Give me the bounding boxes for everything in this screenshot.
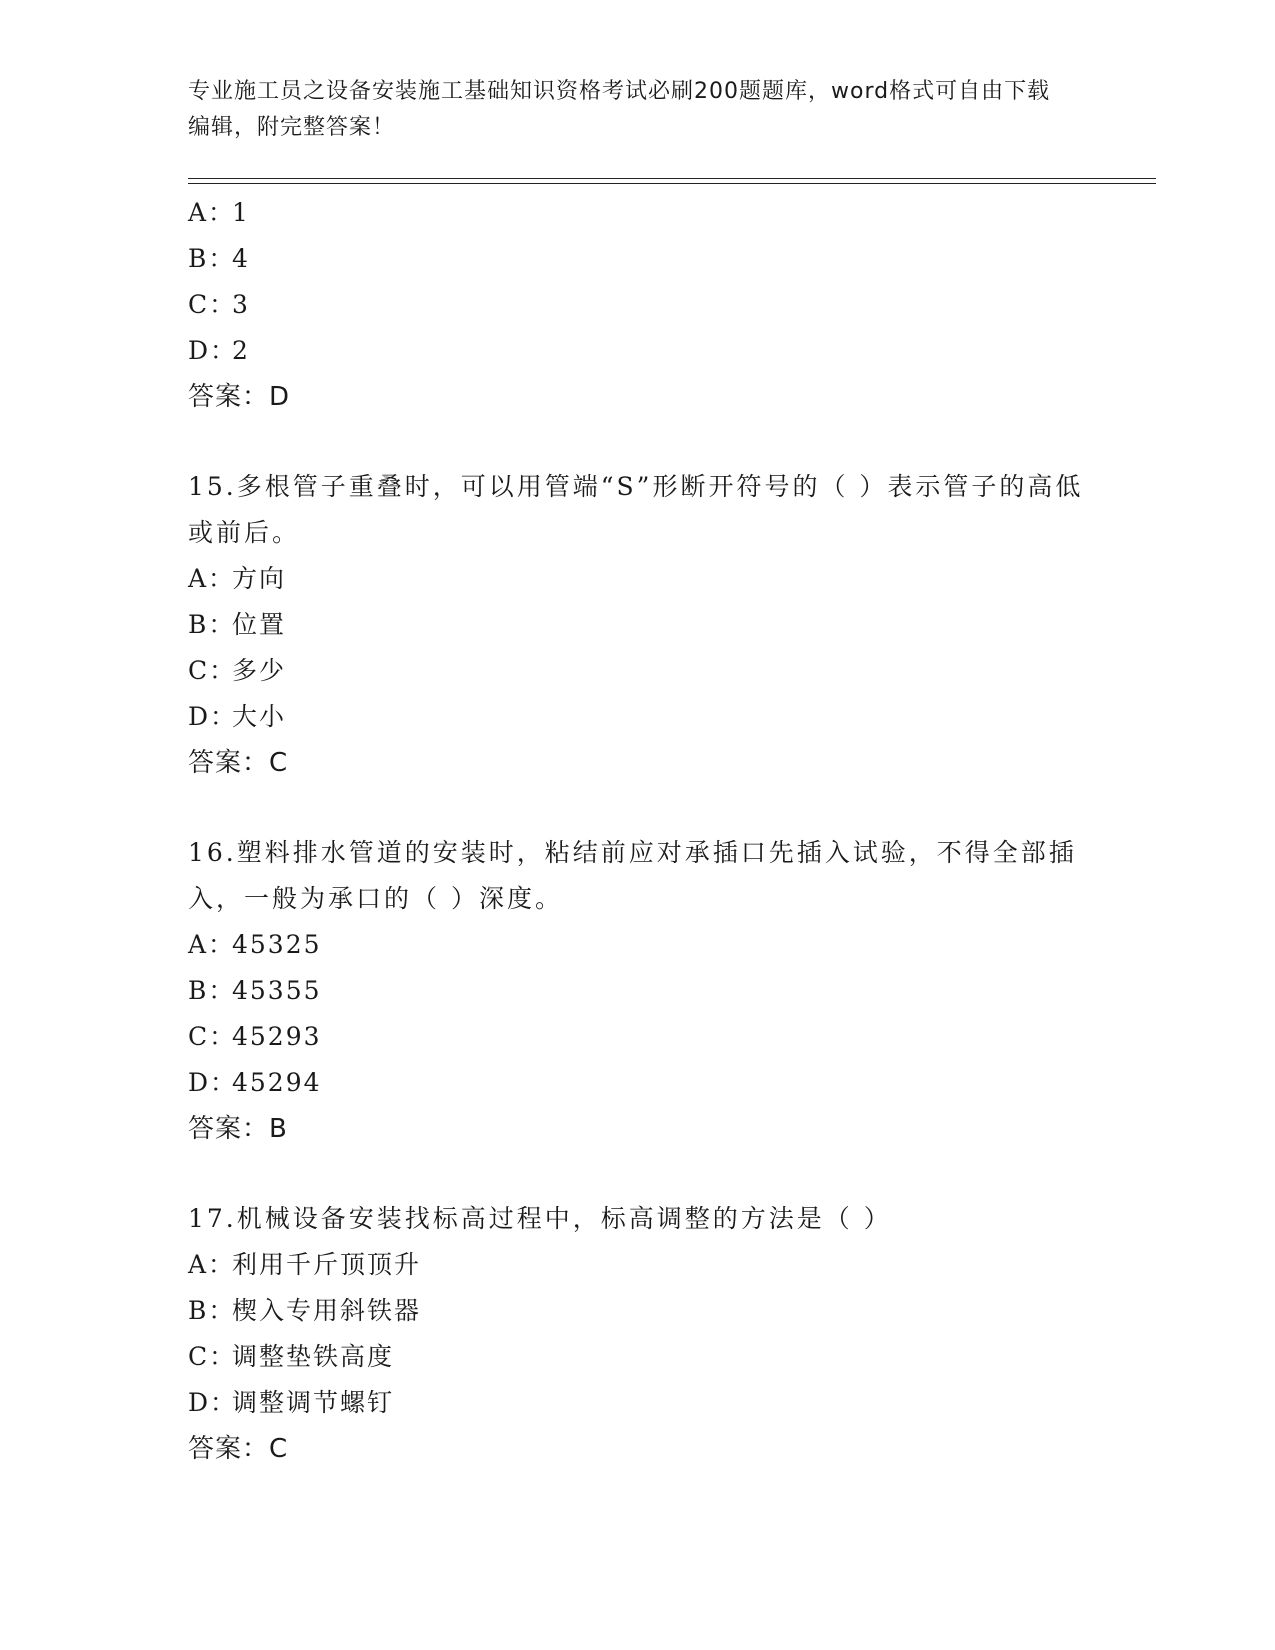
option-c xyxy=(188,1334,1088,1380)
option-b xyxy=(188,968,1088,1014)
question-text: 17.机械设备安装找标高过程中，标高调整的方法是（ ） xyxy=(188,1204,892,1233)
option-key: B： xyxy=(188,244,236,273)
option-text: 3 xyxy=(232,290,250,319)
option-key: B： xyxy=(188,976,236,1005)
option-a xyxy=(188,1242,1088,1288)
question-block-15 xyxy=(188,464,1088,786)
option-text: 2 xyxy=(232,336,250,365)
option-text: 45325 xyxy=(232,930,322,959)
option-key: C： xyxy=(188,656,237,685)
answer-line: 答案：D xyxy=(188,382,291,412)
header-divider-bottom xyxy=(188,183,1156,184)
question-block-16 xyxy=(188,830,1088,1152)
option-text: 多少 xyxy=(232,656,287,685)
option-d xyxy=(188,1060,1088,1106)
answer-line: 答案：C xyxy=(188,748,289,778)
option-key: C： xyxy=(188,1342,237,1371)
option-text: 4 xyxy=(232,244,250,273)
question-block-14 xyxy=(188,190,1088,420)
option-key: B： xyxy=(188,1296,236,1325)
option-key: D： xyxy=(188,336,238,365)
option-a xyxy=(188,556,1088,602)
option-c xyxy=(188,1014,1088,1060)
document-header: 专业施工员之设备安装施工基础知识资格考试必刷200题题库，word格式可自由下载编辑，附完整答案！ xyxy=(188,79,1051,140)
option-text: 利用千斤顶顶升 xyxy=(232,1250,422,1279)
option-key: D： xyxy=(188,702,238,731)
option-d xyxy=(188,328,1088,374)
option-text: 位置 xyxy=(232,610,287,639)
option-text: 方向 xyxy=(232,564,287,593)
option-key: A： xyxy=(188,564,236,593)
option-d xyxy=(188,1380,1088,1426)
option-key: D： xyxy=(188,1388,238,1417)
option-key: A： xyxy=(188,198,236,227)
option-key: C： xyxy=(188,1022,237,1051)
option-key: B： xyxy=(188,610,236,639)
question-text: 15.多根管子重叠时，可以用管端“S”形断开符号的（ ）表示管子的高低或前后。 xyxy=(188,472,1084,547)
answer-line: 答案：C xyxy=(188,1434,289,1464)
option-text: 45355 xyxy=(232,976,322,1005)
option-a xyxy=(188,190,1088,236)
header-divider-top xyxy=(188,178,1156,179)
question-block-17 xyxy=(188,1196,1088,1472)
option-key: A： xyxy=(188,930,236,959)
question-list xyxy=(188,190,1088,1472)
option-key: C： xyxy=(188,290,237,319)
option-text: 45294 xyxy=(232,1068,322,1097)
option-key: D： xyxy=(188,1068,238,1097)
option-text: 大小 xyxy=(232,702,287,731)
question-text: 16.塑料排水管道的安装时，粘结前应对承插口先插入试验，不得全部插入，一般为承口的（ ）深度。 xyxy=(188,838,1077,913)
option-key: A： xyxy=(188,1250,236,1279)
option-a xyxy=(188,922,1088,968)
option-text: 调整垫铁高度 xyxy=(232,1342,395,1371)
option-text: 1 xyxy=(232,198,250,227)
option-b xyxy=(188,236,1088,282)
option-text: 调整调节螺钉 xyxy=(232,1388,395,1417)
option-text: 楔入专用斜铁器 xyxy=(232,1296,422,1325)
option-text: 45293 xyxy=(232,1022,322,1051)
option-c xyxy=(188,648,1088,694)
option-b xyxy=(188,1288,1088,1334)
option-d xyxy=(188,694,1088,740)
answer-line: 答案：B xyxy=(188,1114,288,1144)
option-b xyxy=(188,602,1088,648)
option-c xyxy=(188,282,1088,328)
